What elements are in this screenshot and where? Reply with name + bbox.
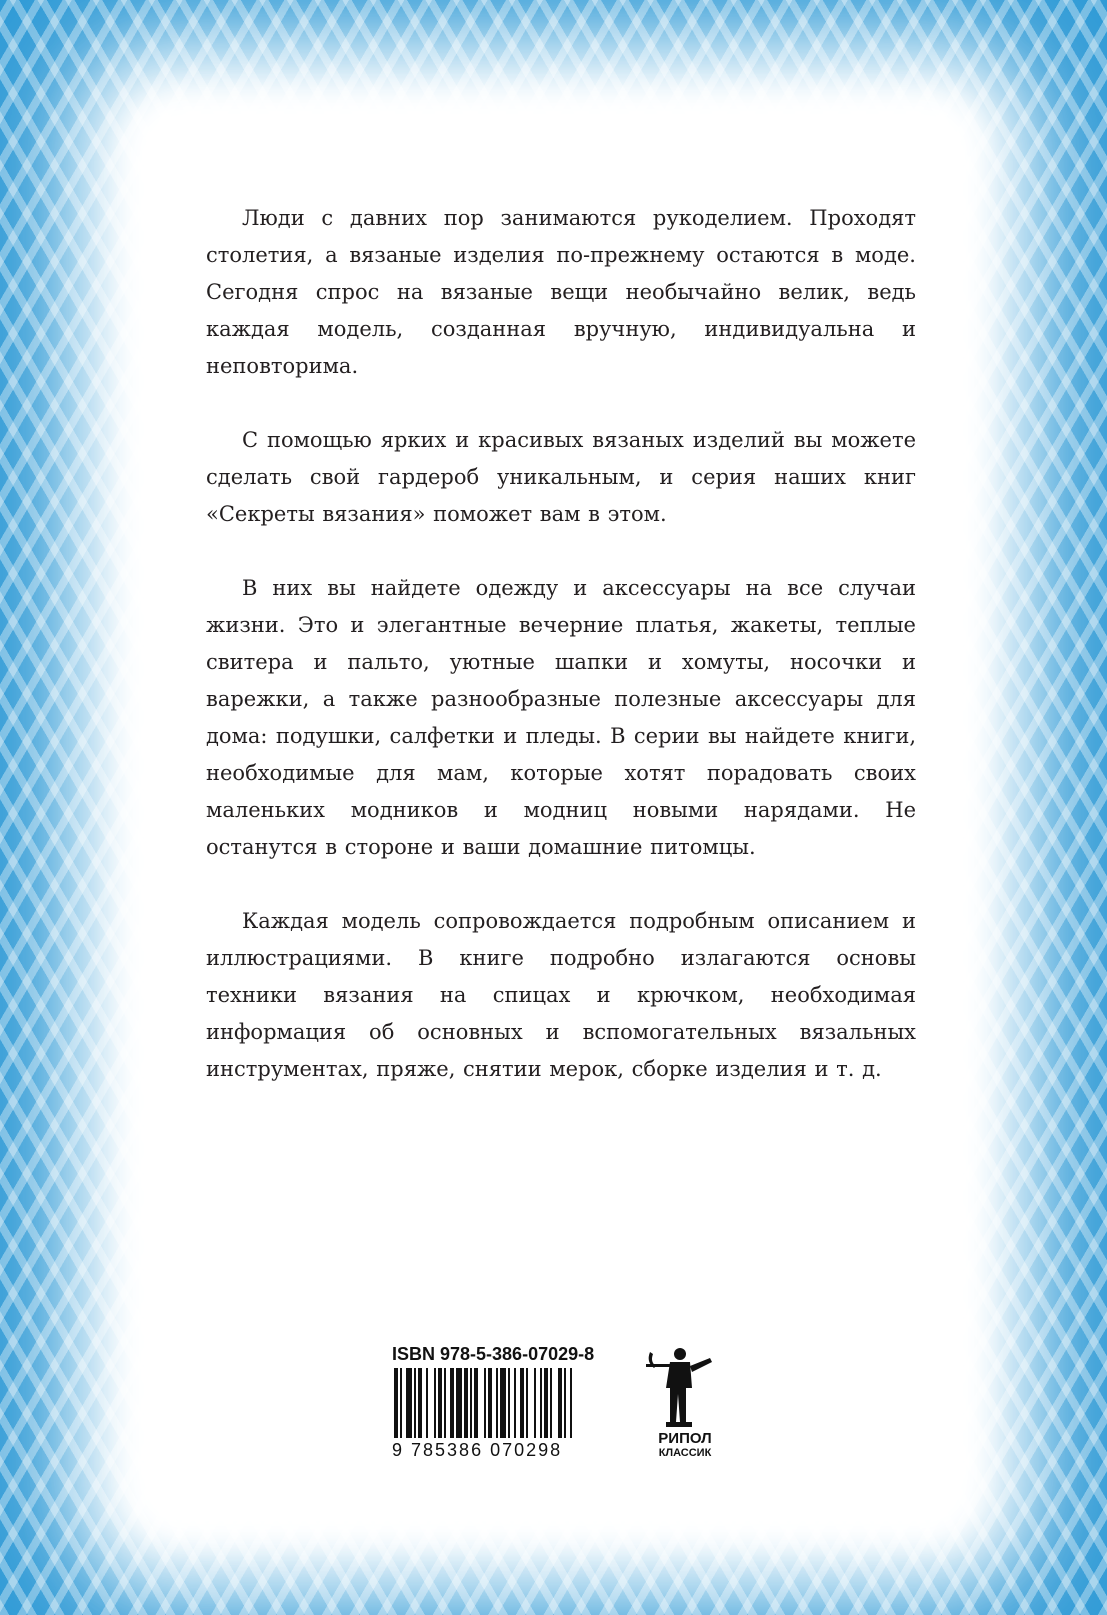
paragraph-3: В них вы найдете одежду и аксессуары на все случаи жизни. Это и элегантные вечерние платья, жакеты, теплые свитера и пальто, уютные шапки и хомуты, носочки и варежки, а также разнообразные полезные аксессуары для дома: подушки, салфетки и пледы. В серии вы найдете книги, необходимые для мам, которые хотят порадовать своих маленьких модников и модниц новыми нарядами. Не останутся в стороне и ваши домашние питомцы. [206, 576, 916, 859]
barcode-bar [438, 1368, 442, 1438]
barcode-bar [426, 1368, 428, 1438]
publisher-imprint: КЛАССИК [658, 1447, 712, 1459]
paragraph-4: Каждая модель сопровождается подробным описанием и иллюстрациями. В книге подробно излагаются основы техники вязания на спицах и крючком, необходимая информация об основных и вспомогательных вязальных инструментах, пряже, снятии мерок, сборке изделия и т. д. [206, 909, 916, 1081]
barcode [392, 1368, 628, 1440]
barcode-bar [550, 1368, 552, 1438]
barcode-bar [418, 1368, 422, 1438]
paragraph-2: С помощью ярких и красивых вязаных изделий вы можете сделать свой гардероб уникальным, и серия наших книг «Секреты вязания» поможет вам в этом. [206, 428, 916, 526]
barcode-bar [406, 1368, 412, 1438]
barcode-bar [496, 1368, 498, 1438]
barcode-bar [526, 1368, 528, 1438]
publisher-name: РИПОЛ [658, 1430, 712, 1447]
barcode-bar [400, 1368, 402, 1438]
isbn-number: ISBN 978-5-386-07029-8 [392, 1344, 595, 1364]
barcode-bar [434, 1368, 436, 1438]
barcode-bar [570, 1368, 572, 1438]
barcode-bar [558, 1368, 562, 1438]
archer-silhouette-icon [640, 1344, 730, 1430]
barcode-digits: 9 785386 070298 [392, 1440, 563, 1460]
isbn-barcode-block [392, 1344, 628, 1464]
paragraph-1: Люди с давних пор занимаются рукоделием. Проходят столетия, а вязаные изделия по-прежнему остаются в моде. Сегодня спрос на вязаные вещи необычайно велик, ведь каждая модель, созданная вручную, индивидуальна и неповторима. [206, 206, 916, 378]
barcode-bar [456, 1368, 462, 1438]
barcode-bar [564, 1368, 566, 1438]
barcode-bar [470, 1368, 472, 1438]
barcode-bar [444, 1368, 446, 1438]
barcode-bar [484, 1368, 486, 1438]
back-cover-text [206, 200, 916, 1125]
barcode-bar [488, 1368, 492, 1438]
barcode-bar [540, 1368, 542, 1438]
barcode-bar [544, 1368, 548, 1438]
barcode-bar [508, 1368, 510, 1438]
barcode-bar [514, 1368, 516, 1438]
barcode-bar [450, 1368, 454, 1438]
barcode-bar [520, 1368, 524, 1438]
barcode-bar [414, 1368, 416, 1438]
barcode-bar [464, 1368, 468, 1438]
barcode-bar [500, 1368, 506, 1438]
barcode-bar [394, 1368, 398, 1438]
publisher-logo [640, 1344, 730, 1464]
barcode-bar [534, 1368, 536, 1438]
barcode-bar [474, 1368, 478, 1438]
